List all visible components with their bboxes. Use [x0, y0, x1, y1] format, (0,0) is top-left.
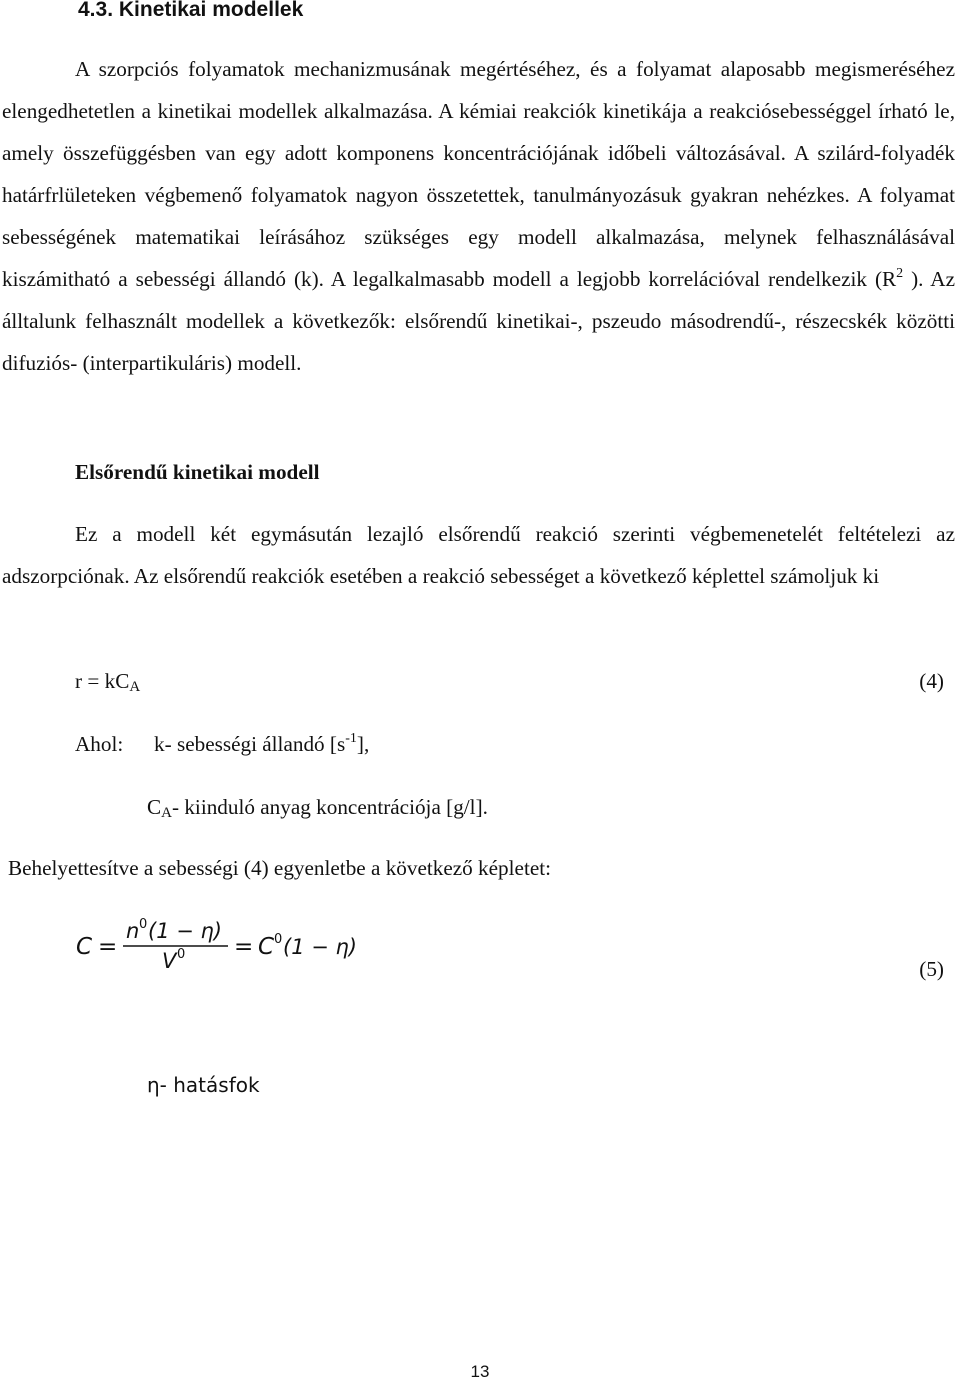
- k-definition-text: k- sebességi állandó [s: [154, 732, 346, 756]
- ca-definition: [147, 786, 488, 828]
- equation-4-number: (4): [919, 669, 944, 693]
- formula-denominator-sup: 0: [177, 947, 186, 962]
- formula-rhs-sup: 0: [274, 932, 283, 947]
- formula-numerator-n: n: [126, 919, 140, 943]
- equation-4: [75, 660, 140, 702]
- formula-c-rhs: C: [258, 934, 275, 960]
- eta-definition: η- hatásfok: [147, 1073, 260, 1097]
- ca-subscript: A: [161, 805, 172, 821]
- equation-5-number: (5): [919, 957, 944, 981]
- formula-denominator-v: V: [162, 949, 177, 972]
- substitution-line: Behelyettesítve a sebességi (4) egyenletbe a következő képletet:: [8, 856, 552, 880]
- formula-numerator-paren: (1 − η): [148, 919, 223, 943]
- intro-paragraph-text-end: ). Az álltalunk felhasznált modellek a következők: elsőrendű kinetikai-, pszeudo másodrendű-, részecskék közötti difuziós- (interpartikuláris) modell.: [2, 267, 955, 375]
- equation-4-subscript: A: [129, 679, 141, 695]
- formula-equals-1: =: [98, 934, 118, 960]
- ca-symbol: C: [147, 795, 162, 819]
- page-number: 13: [470, 1362, 490, 1381]
- formula-numerator-sup: 0: [139, 917, 148, 932]
- formula-equals-2: =: [234, 934, 254, 960]
- first-order-heading: Elsőrendű kinetikai modell: [75, 460, 320, 484]
- k-definition-end: ],: [356, 732, 370, 756]
- r-squared-superscript: 2: [896, 266, 904, 281]
- equation-5-formula: [76, 916, 376, 972]
- formula-c-lhs: C: [76, 934, 93, 960]
- k-definition: [154, 723, 369, 765]
- first-order-paragraph: Ez a modell két egymásután lezajló elsőrendű reakció szerinti végbemenetelét feltételezi az adszorpciónak. Az elsőrendű reakciók esetében a reakció sebességet a következő képlettel számoljuk ki: [2, 522, 955, 588]
- ca-definition-text: - kiinduló anyag koncentrációja [g/l].: [171, 795, 488, 819]
- intro-paragraph: [2, 48, 955, 384]
- k-unit-superscript: -1: [345, 731, 357, 746]
- intro-paragraph-text: A szorpciós folyamatok mechanizmusának megértéséhez, és a folyamat alaposabb megismeréséhez elengedhetetlen a kinetikai modellek alkalmazása. A kémiai reakciók kinetikája a reakciósebességgel írható le, amely összefüggésben van egy adott komponens koncentrációjának időbeli változásával. A szilárd-folyadék határfrlületeken végbemenő folyamatok nagyon összetettek, tanulmányozásuk gyakran nehézkes. A folyamat sebességének matematikai leírásához szükséges egy modell alkalmazása, melynek felhasználásával kiszámitható a sebességi állandó (k). A legalkalmasabb modell a legjobb korrelációval rendelkezik (R: [2, 57, 955, 291]
- formula-rhs-paren: (1 − η): [283, 935, 358, 959]
- where-label: Ahol:: [75, 732, 124, 756]
- section-heading: 4.3. Kinetikai modellek: [78, 0, 304, 21]
- equation-4-lhs: r = kC: [75, 669, 130, 693]
